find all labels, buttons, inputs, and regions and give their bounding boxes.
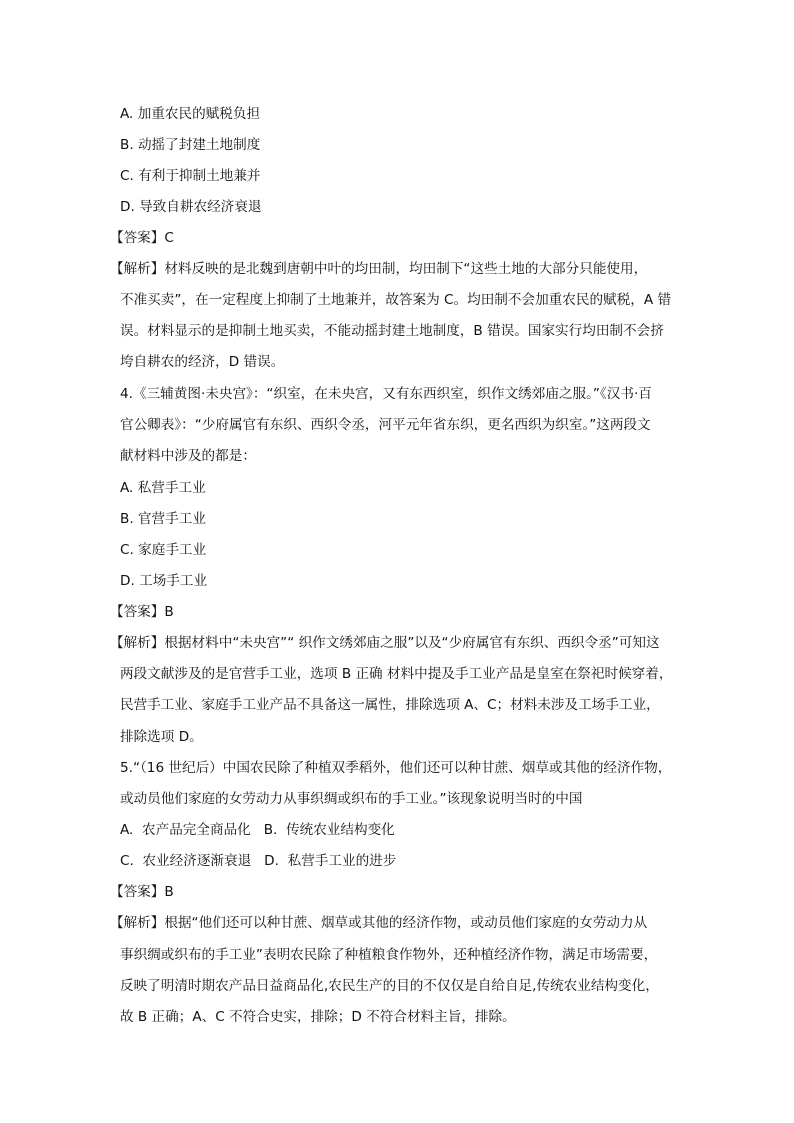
q5-stem-line-2: 或动员他们家庭的女劳动力从事织绸或织布的手工业。”该现象说明当时的中国 [120,791,583,807]
q5-options-row-1: A. 农产品完全商品化 B. 传统农业结构变化 [120,822,395,838]
q3-analysis-line-4: 垮自耕农的经济，D 错误。 [120,354,285,370]
q4-analysis-line-3: 民营手工业、家庭手工业产品不具备这一属性，排除选项 A、C；材料未涉及工场手工业， [120,697,660,713]
q5-analysis-line-4: 故 B 正确；A、C 不符合史实，排除；D 不符合材料主旨，排除。 [120,1009,516,1025]
q4-answer: 【答案】B [110,604,174,620]
q3-answer: 【答案】C [110,230,174,246]
q4-analysis-line-1: 【解析】根据材料中“未央宫”“ 织作文绣郊庙之服”以及“少府属官有东织、西织令丞”可知这 [110,635,660,651]
q5-analysis-line-2: 事织绸或织布的手工业”表明农民除了种植粮食作物外，还种植经济作物，满足市场需要， [120,947,658,963]
q3-option-d: D. 导致自耕农经济衰退 [120,199,262,215]
q3-option-c: C. 有利于抑制土地兼并 [120,168,261,184]
q3-option-b: B. 动摇了封建土地制度 [120,137,261,153]
q5-stem-line-1: 5.“（16 世纪后）中国农民除了种植双季稻外，他们还可以种甘蔗、烟草或其他的经济作物， [120,760,672,776]
q4-option-d: D. 工场手工业 [120,573,208,589]
q4-stem-line-2: 官公卿表》：“少府属官有东织、西织令丞，河平元年省东织，更名西织为织室。”这两段文 [120,417,651,433]
q4-stem-line-1: 4.《三辅黄图·未央宫》：“织室，在未央宫，又有东西织室，织作文绣郊庙之服。”《汉书·百 [120,386,652,402]
q3-analysis-line-1: 【解析】材料反映的是北魏到唐朝中叶的均田制，均田制下“这些土地的大部分只能使用， [110,261,648,277]
q5-analysis-line-1: 【解析】根据“他们还可以种甘蔗、烟草或其他的经济作物，或动员他们家庭的女劳动力从 [110,915,648,931]
q3-option-a: A. 加重农民的赋税负担 [120,106,261,122]
q4-option-b: B. 官营手工业 [120,511,206,527]
q5-analysis-line-3: 反映了明清时期农产品日益商品化,农民生产的目的不仅仅是自给自足,传统农业结构变化， [120,978,659,994]
q3-analysis-line-2: 不准买卖”，在一定程度上抑制了土地兼并，故答案为 C。均田制不会加重农民的赋税，A 错 [120,292,672,308]
q4-analysis-line-2: 两段文献涉及的是官营手工业，选项 B 正确 材料中提及手工业产品是皇室在祭祀时候穿着， [120,666,673,682]
q5-options-row-2: C. 农业经济逐渐衰退 D. 私营手工业的进步 [120,853,397,869]
q4-option-a: A. 私营手工业 [120,480,206,496]
q4-analysis-line-4: 排除选项 D。 [120,729,203,745]
q3-analysis-line-3: 误。材料显示的是抑制土地买卖，不能动摇封建土地制度，B 错误。国家实行均田制不会挤 [120,323,664,339]
q5-answer: 【答案】B [110,884,174,900]
q4-option-c: C. 家庭手工业 [120,542,207,558]
q4-stem-line-3: 献材料中涉及的都是： [120,448,256,464]
